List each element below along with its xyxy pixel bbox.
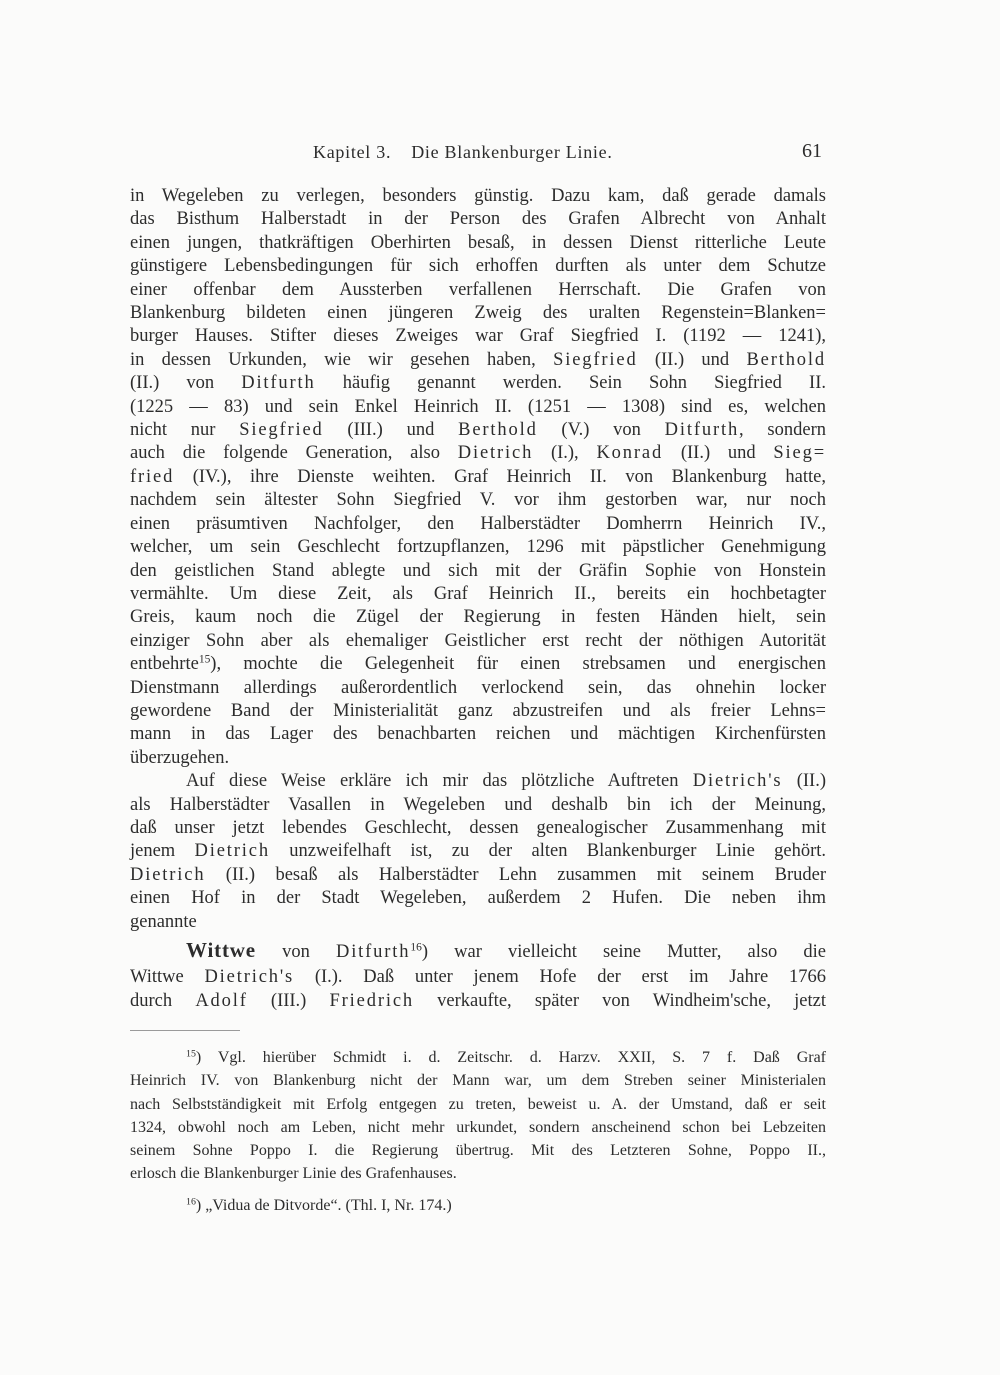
text-line <box>130 965 826 990</box>
text-run: ) war vielleicht seine Mutter, also die <box>421 942 827 962</box>
footnote-number: 16 <box>186 1196 196 1208</box>
text-line: einziger Sohn aber als ehemaliger Geistlicher erst recht der nöthigen Autorität <box>130 630 826 651</box>
text-run: verkaufte, später von Windheim'sche, jetzt <box>414 991 826 1011</box>
text-line: Greis, kaum noch die Zügel der Regierung in festen Händen hielt, sein <box>130 607 826 628</box>
spaced-name: Konrad <box>596 443 664 464</box>
text-line: überzugehen. <box>130 747 230 768</box>
page-number: 61 <box>802 140 822 162</box>
text-run: nicht nur <box>130 420 240 441</box>
footnote-divider <box>130 1030 240 1031</box>
text-run: (II.) besaß als Halberstädter Lehn zusammen mit seinem Bruder <box>205 864 826 885</box>
text-run: Wittwe <box>130 966 205 987</box>
text-run: , sondern <box>739 420 827 441</box>
chapter-title: Die Blankenburger Linie. <box>411 142 613 162</box>
footnotes <box>130 1046 826 1217</box>
text-run: Auf diese Weise erkläre ich mir das plötzliche Auftreten <box>186 771 693 792</box>
text-line <box>130 864 826 887</box>
text-line: mann in das Lager des benachbarten reichen und mächtigen Kirchenfürsten <box>130 724 826 745</box>
bold-lead-word: Wittwe <box>186 938 256 962</box>
text-line: günstigere Lebensbedingungen für sich erhoffen durften als unter dem Schutze <box>130 256 826 277</box>
text-line <box>130 770 826 793</box>
text-line: daß unser jetzt lebendes Geschlecht, dessen genealogischer Zusammenhang mit <box>130 817 826 838</box>
footnote-line: erlosch die Blankenburger Linie des Grafenhauses. <box>130 1165 457 1183</box>
text-line <box>130 372 826 395</box>
footnote-15 <box>130 1046 826 1186</box>
running-header <box>313 142 613 163</box>
spaced-name: Siegfried <box>239 420 324 441</box>
text-line <box>130 349 826 372</box>
text-line: gewordene Band der Ministerialität ganz abzustreifen und als freier Lehns= <box>130 700 826 721</box>
text-run: unzweifelhaft ist, zu der alten Blankenburger Linie gehört. <box>269 841 826 862</box>
text-run: (I.), <box>533 443 597 464</box>
text-line: genannte <box>130 911 197 932</box>
text-run: ), mochte die Gelegenheit für einen strebsamen und energischen <box>210 654 826 675</box>
spaced-name: Ditfurth <box>664 420 740 441</box>
footnote-line: nach Selbstständigkeit mit Erfolg entgegen zu treten, beweist u. A. der Umstand, daß er seit <box>130 1095 826 1113</box>
text-line: einer offenbar dem Aussterben verfallenen Herrschaft. Die Grafen von <box>130 279 826 300</box>
text-line: Blankenburg bildeten einen jüngeren Zweig des uralten Regenstein=Blanken= <box>130 303 826 324</box>
text-run: (II.) von <box>130 373 242 394</box>
text-line: einen Hof in der Stadt Wegeleben, außerdem 2 Hufen. Die neben ihm <box>130 888 826 909</box>
text-run: (III.) <box>247 991 330 1011</box>
text-run: (IV.), ihre Dienste weihten. Graf Heinrich II. von Blankenburg hatte, <box>174 466 826 487</box>
footnote-number: 15 <box>186 1048 196 1060</box>
text-run: (V.) von <box>537 420 665 441</box>
text-run: häufig genannt werden. Sein Sohn Siegfried II. <box>315 373 826 394</box>
text-run: (II.) <box>782 771 826 792</box>
spaced-name: Dietrich <box>457 443 534 464</box>
spaced-name: Dietrich's <box>204 966 295 987</box>
text-line <box>130 466 826 489</box>
text-run: von <box>255 942 336 962</box>
text-run: (II.) und <box>637 349 747 370</box>
text-run: jenem <box>130 841 195 862</box>
spaced-name: Sieg= <box>773 443 826 464</box>
text-line <box>130 989 826 1014</box>
text-run: ) Vgl. hierüber Schmidt i. d. Zeitschr. d. Harzv. XXII, S. 7 f. Daß Graf <box>195 1049 826 1066</box>
spaced-name: Berthold <box>746 349 826 370</box>
text-line: das Bisthum Halberstadt in der Person des Grafen Albrecht von Anhalt <box>130 209 826 230</box>
text-line: welcher, um sein Geschlecht fortzupflanzen, 1296 mit päpstlicher Genehmigung <box>130 537 826 558</box>
text-line: einen jungen, thatkräftigen Oberhirten besaß, in dessen Dienst ritterliche Leute <box>130 232 826 253</box>
footnote-line: seinem Sohne Poppo I. die Regierung übertrug. Mit des Letzteren Sohne, Poppo II., <box>130 1142 826 1160</box>
footnote-line <box>130 1046 826 1069</box>
footnote-16 <box>130 1194 826 1217</box>
spaced-name: Berthold <box>458 420 538 441</box>
text-line: einen präsumtiven Nachfolger, den Halberstädter Domherrn Heinrich IV., <box>130 513 826 534</box>
text-line: den geistlichen Stand ablegte und sich mit der Gräfin Sophie von Honstein <box>130 560 826 581</box>
text-line: als Halberstädter Vasallen in Wegeleben und deshalb bin ich der Meinung, <box>130 794 826 815</box>
spaced-name: Siegfried <box>553 349 638 370</box>
spaced-name: Dietrich <box>130 864 206 885</box>
paragraph-2 <box>130 770 826 934</box>
spaced-name: Dietrich's <box>692 771 783 792</box>
text-line <box>130 653 826 676</box>
text-run: (II.) und <box>663 443 774 464</box>
paragraph-3 <box>130 938 826 1014</box>
text-line: (1225 — 83) und sein Enkel Heinrich II. (1251 — 1308) sind es, welchen <box>130 396 826 417</box>
text-line <box>130 442 826 465</box>
paragraph-1 <box>130 185 826 770</box>
text-run: auch die folgende Generation, also <box>130 443 458 464</box>
main-text <box>130 185 826 1014</box>
text-run: (I.). Daß unter jenem Hofe der erst im Jahre 1766 <box>294 966 826 987</box>
text-line: vermählte. Um diese Zeit, als Graf Heinrich II., bereits ein hochbetagter <box>130 583 826 604</box>
footnote-line: Heinrich IV. von Blankenburg nicht der Mann war, um dem Streben seiner Ministerialen <box>130 1072 826 1090</box>
spaced-name: Friedrich <box>329 991 414 1011</box>
spaced-name: Ditfurth <box>335 942 411 962</box>
chapter-label: Kapitel 3. <box>313 142 392 162</box>
spaced-name: Adolf <box>195 991 248 1011</box>
text-line: in Wegeleben zu verlegen, besonders günstig. Dazu kam, daß gerade damals <box>130 186 826 206</box>
spaced-name: Dietrich <box>194 841 270 862</box>
text-run: in dessen Urkunden, wie wir gesehen haben, <box>130 349 554 370</box>
footnote-ref: 16 <box>410 941 422 954</box>
spaced-name: Ditfurth <box>241 373 316 394</box>
spaced-name: fried <box>130 466 175 487</box>
text-run: (III.) und <box>323 420 459 441</box>
text-line <box>130 938 826 965</box>
text-line: nachdem sein ältester Sohn Siegfried V. vor ihm gestorben war, nur noch <box>130 490 826 511</box>
text-line <box>130 419 826 442</box>
text-line: burger Hauses. Stifter dieses Zweiges war Graf Siegfried I. (1192 — 1241), <box>130 326 826 347</box>
text-run: ) „Vidua de Ditvorde“. (Thl. I, Nr. 174.) <box>195 1196 452 1214</box>
footnote-line: 1324, obwohl noch am Leben, nicht mehr urkundet, sondern anscheinend schon bei Lebzeiten <box>130 1118 826 1136</box>
text-line <box>130 840 826 863</box>
text-run: entbehrte <box>130 654 199 675</box>
text-run: durch <box>130 991 196 1011</box>
footnote-ref: 15 <box>198 653 211 666</box>
text-line: Dienstmann allerdings außerordentlich verlockend sein, das ohnehin locker <box>130 677 826 698</box>
